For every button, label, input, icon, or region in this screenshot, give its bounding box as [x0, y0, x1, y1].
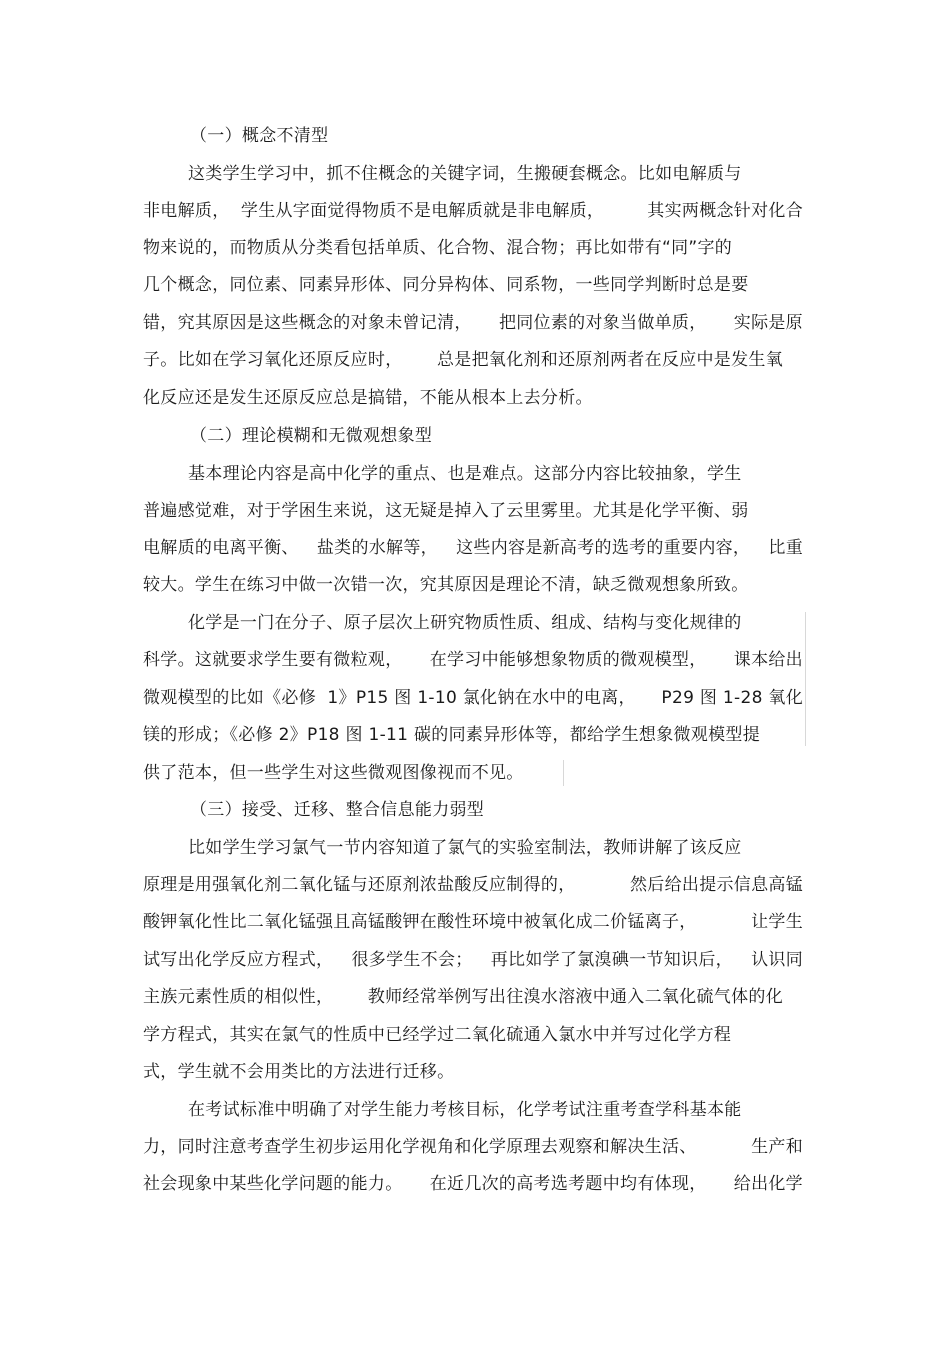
paragraph-line: 基本理论内容是高中化学的重点、也是难点。这部分内容比较抽象，学生: [188, 464, 742, 484]
scan-edge-line: [563, 760, 564, 786]
paragraph-line: 子。比如在学习氧化还原反应时， 总是把氧化剂和还原剂两者在反应中是发生氧: [143, 350, 783, 370]
section-heading-3: （三）接受、迁移、整合信息能力弱型: [190, 800, 485, 820]
scan-edge-line: [805, 612, 806, 746]
paragraph-line: 式，学生就不会用类比的方法进行迁移。: [143, 1062, 455, 1082]
paragraph-line: 主族元素性质的相似性， 教师经常举例写出往溴水溶液中通入二氧化硫气体的化: [143, 987, 783, 1007]
paragraph-line: 在考试标准中明确了对学生能力考核目标，化学考试注重考查学科基本能: [188, 1100, 742, 1120]
paragraph-line: 化学是一门在分子、原子层次上研究物质性质、组成、结构与变化规律的: [188, 613, 742, 633]
paragraph-line: 试写出化学反应方程式， 很多学生不会； 再比如学了氯溴碘一节知识后， 认识同: [143, 950, 803, 970]
paragraph-line: 镁的形成；《必修 2》P18 图 1-11 碳的同素异形体等，都给学生想象微观模型提: [143, 725, 760, 745]
paragraph-line: 化反应还是发生还原反应总是搞错，不能从根本上去分析。: [143, 388, 593, 408]
section-heading-1: （一）概念不清型: [190, 126, 329, 146]
paragraph-line: 物来说的，而物质从分类看包括单质、化合物、混合物；再比如带有“同”字的: [143, 238, 733, 258]
paragraph-line: 微观模型的比如《必修 1》P15 图 1-10 氯化钠在水中的电离， P29 图 1-28 氧化: [143, 688, 803, 708]
paragraph-line: 错，究其原因是这些概念的对象未曾记清， 把同位素的对象当做单质， 实际是原: [143, 313, 803, 333]
paragraph-line: 非电解质， 学生从字面觉得物质不是电解质就是非电解质， 其实两概念针对化合: [143, 201, 803, 221]
paragraph-line: 较大。学生在练习中做一次错一次，究其原因是理论不清，缺乏微观想象所致。: [143, 575, 749, 595]
paragraph-line: 普遍感觉难，对于学困生来说，这无疑是掉入了云里雾里。尤其是化学平衡、弱: [143, 501, 749, 521]
paragraph-line: 学方程式，其实在氯气的性质中已经学过二氧化硫通入氯水中并写过化学方程: [143, 1025, 732, 1045]
paragraph-line: 科学。这就要求学生要有微粒观， 在学习中能够想象物质的微观模型， 课本给出: [143, 650, 803, 670]
paragraph-line: 社会现象中某些化学问题的能力。 在近几次的高考选考题中均有体现， 给出化学: [143, 1174, 803, 1194]
paragraph-line: 酸钾氧化性比二氧化锰强且高锰酸钾在酸性环境中被氧化成二价锰离子， 让学生: [143, 912, 803, 932]
paragraph-line: 比如学生学习氯气一节内容知道了氯气的实验室制法，教师讲解了该反应: [188, 838, 742, 858]
paragraph-line: 原理是用强氧化剂二氧化锰与还原剂浓盐酸反应制得的， 然后给出提示信息高锰: [143, 875, 803, 895]
paragraph-line: 几个概念，同位素、同素异形体、同分异构体、同系物，一些同学判断时总是要: [143, 275, 749, 295]
section-heading-2: （二）理论模糊和无微观想象型: [190, 426, 433, 446]
paragraph-line: 供了范本，但一些学生对这些微观图像视而不见。: [143, 763, 524, 783]
paragraph-line: 力，同时注意考查学生初步运用化学视角和化学原理去观察和解决生活、 生产和: [143, 1137, 803, 1157]
paragraph-line: 这类学生学习中，抓不住概念的关键字词，生搬硬套概念。比如电解质与: [188, 164, 742, 184]
paragraph-line: 电解质的电离平衡、 盐类的水解等， 这些内容是新高考的选考的重要内容， 比重: [143, 538, 803, 558]
